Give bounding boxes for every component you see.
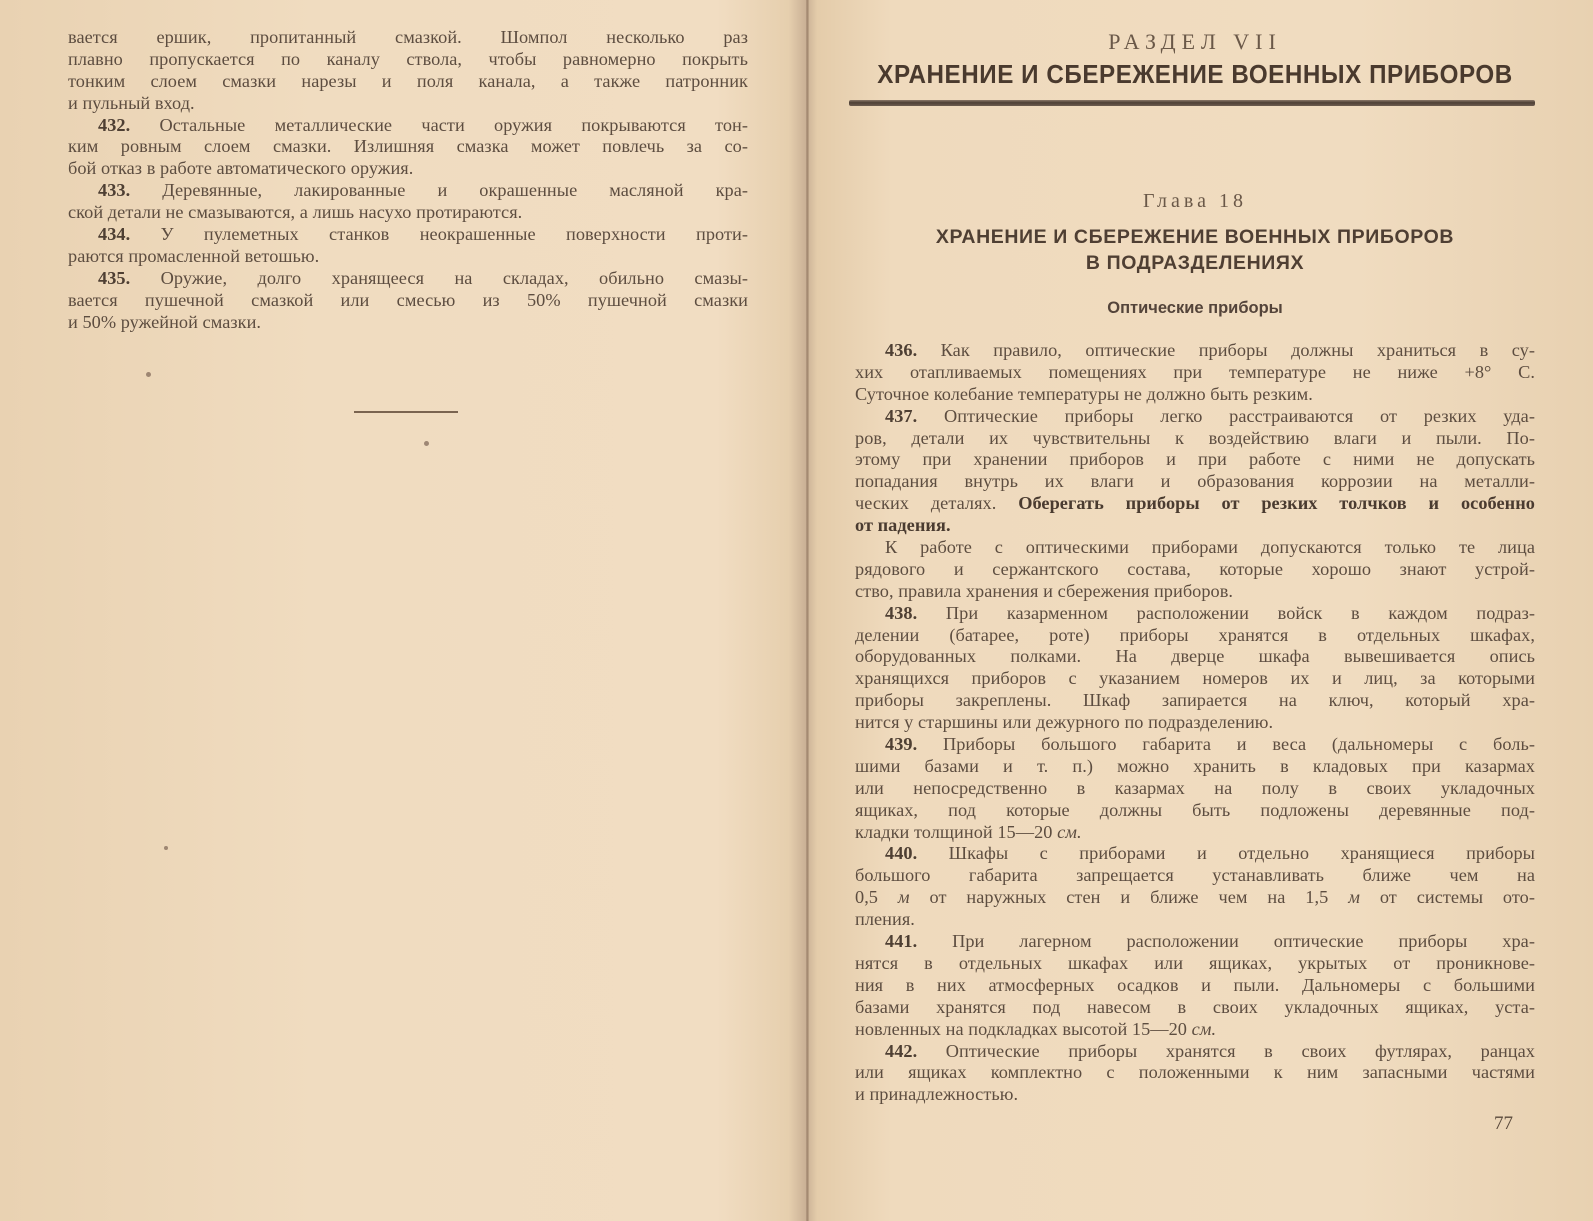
text-line: делении (батарее, роте) приборы хранятся в отдельных шкафах, [855, 624, 1535, 645]
text-line: большого габарита запрещается устанавливать ближе чем на [855, 865, 1535, 886]
text-line: приборы закреплены. Шкаф запирается на ключ, который хра- [855, 690, 1535, 711]
chapter-title [855, 224, 1535, 276]
text-line: ров, детали их чувствительны к воздействию влаги и пыли. По- [855, 427, 1535, 448]
text-line: хих отапливаемых помещениях при температуре не ниже +8° С. [855, 361, 1535, 382]
text-line: плавно пропускается по каналу ствола, чтобы равномерно покрыть [68, 48, 748, 69]
text-line: ство, правила хранения и сбережения приборов. [855, 580, 1234, 601]
section-end-divider [354, 411, 458, 413]
text-line: раются промасленной ветошью. [68, 245, 320, 266]
paragraph-number: 435. [98, 267, 131, 288]
paragraph-number: 442. [885, 1040, 918, 1061]
paragraph-number: 436. [885, 340, 918, 360]
text-line: оборудованных полками. На дверце шкафа вывешивается опись [855, 646, 1535, 667]
paragraph-441-line: 441. При лагерном расположении оптические приборы хра- [885, 931, 1535, 952]
text-line: ния в них атмосферных осадков и пыли. Дальномеры с большими [855, 974, 1535, 995]
unit-text: см. [1057, 821, 1082, 842]
paragraph-number: 433. [98, 180, 131, 201]
text-line: рядового и сержантского состава, которые хорошо знают устрой- [855, 558, 1535, 579]
text-line: К работе с оптическими приборами допускаются только те лица [885, 537, 1535, 558]
unit-text: м [1348, 887, 1360, 908]
paragraph-440-line: 440. Шкафы с приборами и отдельно хранящиеся приборы [885, 843, 1535, 864]
text-line: этому при хранении приборов и при работе с ними не допускать [855, 449, 1535, 470]
text-line: и пульный вход. [68, 92, 195, 113]
left-page [68, 0, 748, 1221]
emphasis-text: Оберегать приборы от резких толчков и особенно [1018, 493, 1535, 514]
right-page [855, 0, 1535, 1221]
paragraph-434-line: 434. У пулеметных станков неокрашенные поверхности проти- [98, 224, 748, 245]
text-line: и принадлежностью. [855, 1084, 1019, 1105]
text-line: нится у старшины или дежурного по подразделению. [855, 712, 1274, 733]
text-line: новленных на подкладках высотой 15—20 см. [855, 1018, 1217, 1039]
paragraph-435-line: 435. Оружие, долго хранящееся на складах, обильно смазы- [98, 267, 748, 288]
section-title: ХРАНЕНИЕ И СБЕРЕЖЕНИЕ ВОЕННЫХ ПРИБОРОВ [877, 59, 1513, 89]
paragraph-number: 441. [885, 931, 918, 952]
section-label: РАЗДЕЛ VII [1108, 29, 1282, 54]
text-line: базами хранятся под навесом в своих укладочных ящиках, уста- [855, 996, 1535, 1017]
paragraph-438-line: 438. При казарменном расположении войск в каждом подраз- [885, 602, 1535, 623]
text-line: бой отказ в работе автоматического оружия. [68, 158, 414, 179]
text-line: ской детали не смазываются, а лишь насухо протираются. [68, 202, 523, 223]
right-page-body [855, 340, 1535, 1106]
paragraph-437-line: 437. Оптические приборы легко расстраиваются от резких уда- [885, 405, 1535, 426]
paragraph-433-line: 433. Деревянные, лакированные и окрашенные масляной кра- [98, 180, 748, 201]
paper-speck [424, 441, 429, 446]
text-line: кладки толщиной 15—20 см. [855, 821, 1082, 842]
text-line: попадания внутрь их влаги и образования коррозии на металли- [855, 471, 1535, 492]
paragraph-number: 434. [98, 224, 131, 245]
text-line: вается ершик, пропитанный смазкой. Шомпол несколько раз [68, 27, 748, 47]
paragraph-439-line: 439. Приборы большого габарита и веса (дальномеры с боль- [885, 734, 1535, 755]
paragraph-number: 438. [885, 602, 918, 623]
chapter-title-line: В ПОДРАЗДЕЛЕНИЯХ [1085, 252, 1305, 274]
text-line: вается пушечной смазкой или смесью из 50% пушечной смазки [68, 289, 748, 310]
paragraph-number: 439. [885, 734, 918, 755]
paragraph-number: 432. [98, 114, 131, 135]
text-line: или ящиках комплектно с положенными к ним запасными частями [855, 1062, 1535, 1083]
paragraph-number: 440. [885, 843, 918, 864]
text-line: тонким слоем смазки нарезы и поля канала, а также патронник [68, 70, 748, 91]
text-line: пления. [855, 909, 915, 930]
text-line: 0,5 м от наружных стен и ближе чем на 1,5 м от системы ото- [855, 887, 1535, 908]
book-spine [806, 0, 809, 1221]
text-line: ящиках, под которые должны быть подложены деревянные под- [855, 799, 1535, 820]
emphasis-text: от падения. [855, 515, 951, 536]
paper-speck [146, 372, 151, 377]
text-line: и 50% ружейной смазки. [68, 311, 262, 332]
unit-text: м [897, 887, 910, 908]
title-rule [849, 100, 1535, 106]
text-line: хранящихся приборов с указанием номеров их и лиц, за которыми [855, 668, 1535, 689]
text-line: нятся в отдельных шкафах или ящиках, укрытых от проникнове- [855, 952, 1535, 973]
paragraph-436-line: 436. Как правило, оптические приборы должны храниться в су- [885, 340, 1535, 360]
text-line: или непосредственно в казармах на полу в своих укладочных [855, 777, 1535, 798]
text-line: Суточное колебание температуры не должно быть резким. [855, 383, 1313, 404]
subsection-title: Оптические приборы [1107, 299, 1283, 317]
paragraph-number: 437. [885, 405, 918, 426]
left-page-body [68, 27, 748, 333]
paper-speck [164, 846, 168, 850]
text-line: ким ровным слоем смазки. Излишняя смазка может повлечь за со- [68, 136, 748, 157]
chapter-label: Глава 18 [1143, 190, 1247, 212]
unit-text: см. [1191, 1018, 1217, 1039]
paragraph-432-line: 432. Остальные металлические части оружия покрываются тон- [98, 114, 748, 135]
chapter-title-line: ХРАНЕНИЕ И СБЕРЕЖЕНИЕ ВОЕННЫХ ПРИБОРОВ [935, 226, 1455, 248]
page-number: 77 [1494, 1113, 1513, 1134]
text-line-mixed: ческих деталях. Оберегать приборы от резких толчков и особенно [855, 493, 1535, 514]
text-line: шими базами и т. п.) можно хранить в кладовых при казармах [855, 755, 1535, 776]
paragraph-442-line: 442. Оптические приборы хранятся в своих футлярах, ранцах [885, 1040, 1535, 1061]
